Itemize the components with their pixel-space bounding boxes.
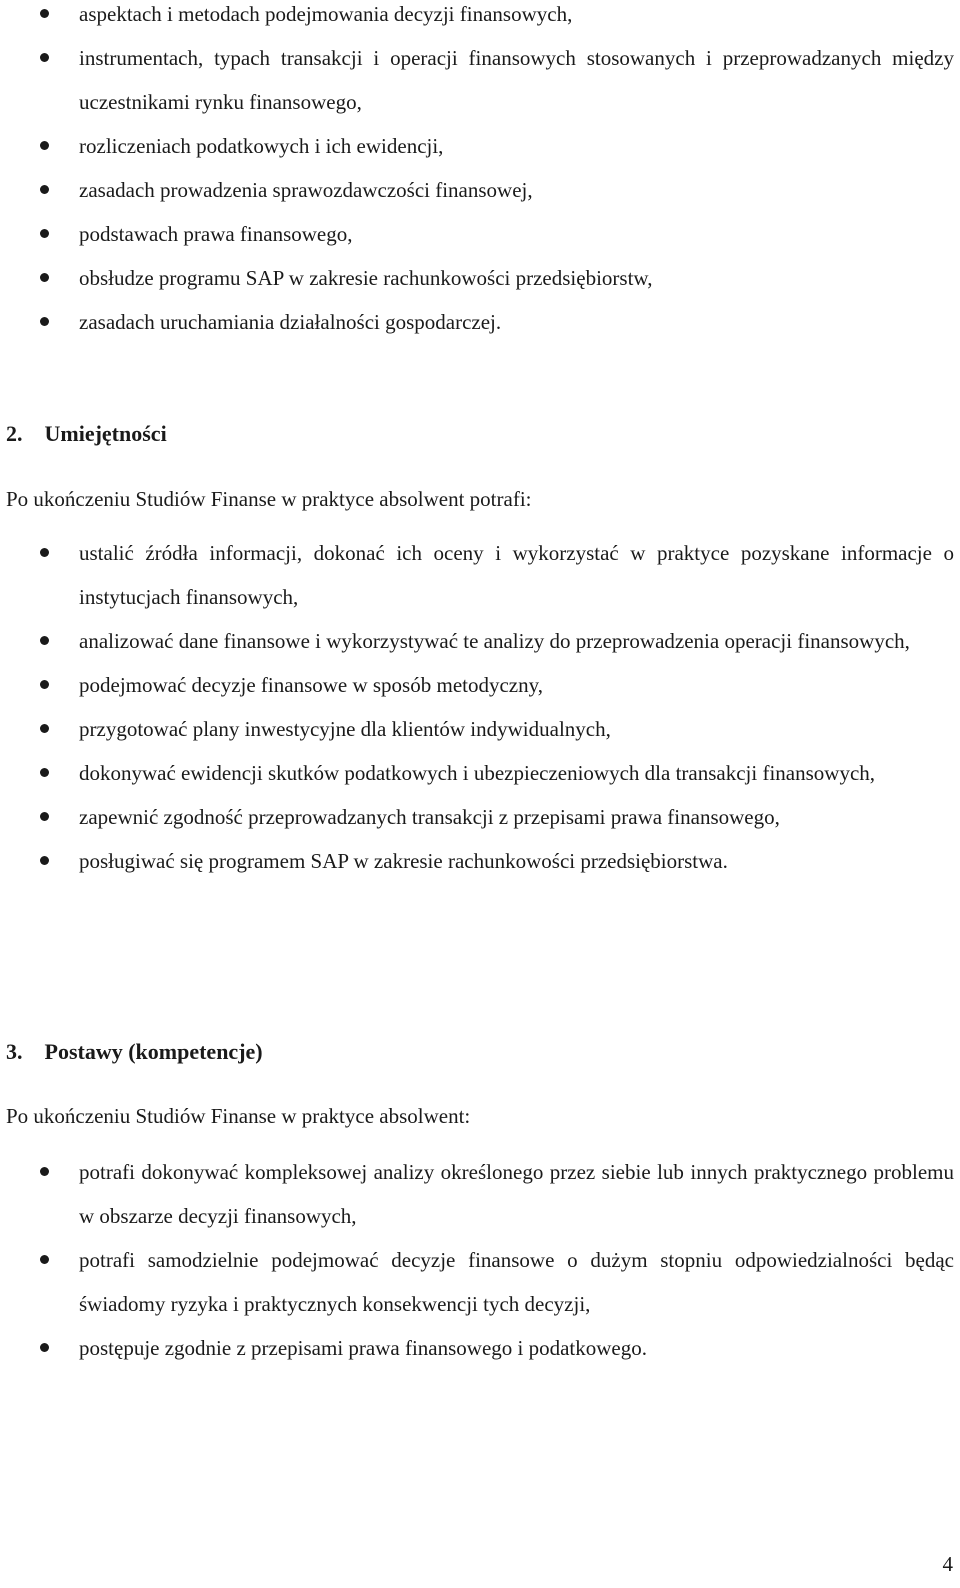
list-item-text: rozliczeniach podatkowych i ich ewidencji, <box>79 134 444 158</box>
list-item <box>0 531 960 619</box>
knowledge-list <box>0 0 960 344</box>
bullet-icon <box>40 636 49 645</box>
list-item <box>0 707 960 751</box>
bullet-icon <box>40 141 49 150</box>
list-item-text: instrumentach, typach transakcji i operacji finansowych stosowanych i przeprowadzanych między uczestnikami rynku finansowego, <box>79 46 954 114</box>
list-item <box>0 256 960 300</box>
list-item-text: obsłudze programu SAP w zakresie rachunkowości przedsiębiorstw, <box>79 266 653 290</box>
attitudes-list <box>0 1150 960 1370</box>
bullet-icon <box>40 812 49 821</box>
list-item <box>0 124 960 168</box>
list-item-text: aspektach i metodach podejmowania decyzji finansowych, <box>79 2 573 26</box>
bullet-icon <box>40 856 49 865</box>
bullet-icon <box>40 53 49 62</box>
bullet-icon <box>40 680 49 689</box>
page-number: 4 <box>942 1552 953 1576</box>
bullet-icon <box>40 9 49 18</box>
list-item <box>0 212 960 256</box>
bullet-icon <box>40 1343 49 1352</box>
list-item <box>0 751 960 795</box>
list-item <box>0 619 960 663</box>
list-item <box>0 795 960 839</box>
section-intro-attitudes: Po ukończeniu Studiów Finanse w praktyce absolwent: <box>6 1104 471 1128</box>
list-item-text: analizować dane finansowe i wykorzystywać te analizy do przeprowadzenia operacji finansowych, <box>79 629 910 653</box>
list-item-text: zasadach prowadzenia sprawozdawczości finansowej, <box>79 178 533 202</box>
bullet-icon <box>40 768 49 777</box>
bullet-icon <box>40 724 49 733</box>
bullet-icon <box>40 229 49 238</box>
list-item-text: przygotować plany inwestycyjne dla klientów indywidualnych, <box>79 717 611 741</box>
section-heading-attitudes: 3. Postawy (kompetencje) <box>6 1039 263 1064</box>
list-item-text: podstawach prawa finansowego, <box>79 222 353 246</box>
skills-list <box>0 531 960 883</box>
bullet-icon <box>40 317 49 326</box>
list-item <box>0 36 960 124</box>
list-item <box>0 1326 960 1370</box>
bullet-icon <box>40 273 49 282</box>
list-item-text: posługiwać się programem SAP w zakresie rachunkowości przedsiębiorstwa. <box>79 849 728 873</box>
list-item-text: potrafi dokonywać kompleksowej analizy określonego przez siebie lub innych praktycznego problemu w obszarze decyzji finansowych, <box>79 1160 954 1228</box>
list-item-text: postępuje zgodnie z przepisami prawa finansowego i podatkowego. <box>79 1336 647 1360</box>
list-item <box>0 1238 960 1326</box>
list-item-text: podejmować decyzje finansowe w sposób metodyczny, <box>79 673 543 697</box>
section-heading-skills: 2. Umiejętności <box>6 421 167 446</box>
section-intro-skills: Po ukończeniu Studiów Finanse w praktyce absolwent potrafi: <box>6 487 532 511</box>
bullet-icon <box>40 1255 49 1264</box>
list-item-text: ustalić źródła informacji, dokonać ich oceny i wykorzystać w praktyce pozyskane informacje o instytucjach finansowych, <box>79 541 954 609</box>
list-item <box>0 0 960 36</box>
list-item-text: potrafi samodzielnie podejmować decyzje finansowe o dużym stopniu odpowiedzialności będąc świadomy ryzyka i praktycznych konsekwencji tych decyzji, <box>79 1248 954 1316</box>
list-item <box>0 839 960 883</box>
list-item <box>0 1150 960 1238</box>
list-item-text: zapewnić zgodność przeprowadzanych transakcji z przepisami prawa finansowego, <box>79 805 780 829</box>
list-item <box>0 168 960 212</box>
bullet-icon <box>40 185 49 194</box>
list-item <box>0 663 960 707</box>
list-item <box>0 300 960 344</box>
list-item-text: dokonywać ewidencji skutków podatkowych i ubezpieczeniowych dla transakcji finansowych, <box>79 761 876 785</box>
bullet-icon <box>40 548 49 557</box>
list-item-text: zasadach uruchamiania działalności gospodarczej. <box>79 310 502 334</box>
bullet-icon <box>40 1167 49 1176</box>
